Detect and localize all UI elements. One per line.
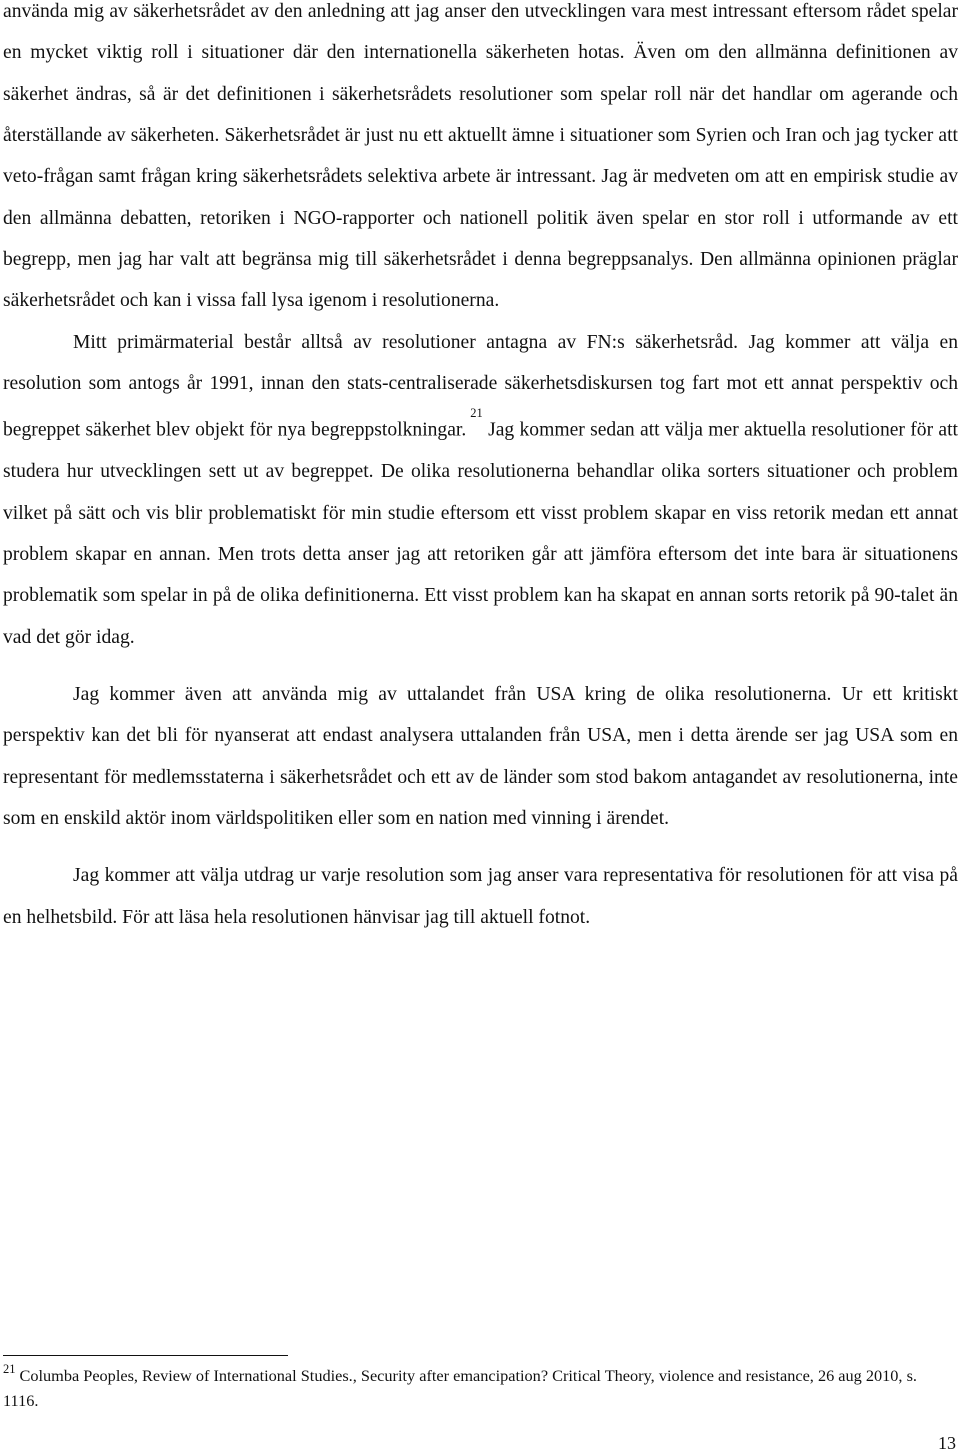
body-text <box>3 0 958 938</box>
footnote-number: 21 <box>3 1362 16 1376</box>
footnote-text: Columba Peoples, Review of International Studies., Security after emancipation? Critical Theory, violence and resistance, 26 aug 2010, s. 1116. <box>3 1366 917 1410</box>
footnote-reference[interactable]: 21 <box>470 406 483 421</box>
footnote <box>3 1364 943 1413</box>
paragraph-1: använda mig av säkerhetsrådet av den anledning att jag anser den utvecklingen vara mest intressant eftersom rådet spelar en mycket viktig roll i situationer där den internationella säkerheten hotas. Även om den allmänna definitionen av säkerhet ändras, så är det definitionen i säkerhetsrådets resolutioner som spelar roll när det handlar om agerande och återställande av säkerheten. Säkerhetsrådet är just nu ett aktuellt ämne i situationer som Syrien och Iran och jag tycker att veto-frågan samt frågan kring säkerhetsrådets selektiva arbete är intressant. Jag är medveten om att en empirisk studie av den allmänna debatten, retoriken i NGO-rapporter och nationell politik även spelar en stor roll i utformande av ett begrepp, men jag har valt att begränsa mig till säkerhetsrådet i denna begreppsanalys. Den allmänna opinionen präglar säkerhetsrådet och kan i vissa fall lysa igenom i resolutionerna. <box>3 1 958 312</box>
page-number: 13 <box>938 1433 956 1453</box>
paragraph-2-text-end: Jag kommer sedan att välja mer aktuella resolutioner för att studera hur utvecklingen sett ut av begreppet. De olika resolutionerna behandlar olika sorters situationer och problem vilket på sätt och vis blir problematiskt för min studie eftersom ett visst problem skapar en viss retorik medan ett annat problem skapar en annan. Men trots detta anser jag att retoriken går att jämföra eftersom det inte bara är situationens problematik som spelar in på de olika definitionerna. Ett visst problem kan ha skapat en annan sorts retorik på 90-talet än vad det gör idag. <box>3 419 958 648</box>
paragraph-4: Jag kommer att välja utdrag ur varje resolution som jag anser vara representativa för resolutionen för att visa på en helhetsbild. För att läsa hela resolutionen hänvisar jag till aktuell fotnot. <box>3 865 958 928</box>
paragraph-2-text-start: Mitt primärmaterial består alltså av resolutioner antagna av FN:s säkerhetsråd. Jag kommer att välja en resolution som antogs år 1991, innan den stats-centraliserade säkerhetsdiskursen tog fart mot ett annat perspektiv och begreppet säkerhet blev objekt för nya begreppstolkningar. <box>3 331 958 441</box>
paragraph-2 <box>3 322 958 658</box>
paragraph-3: Jag kommer även att använda mig av uttalandet från USA kring de olika resolutionerna. Ur ett kritiskt perspektiv kan det bli för nyanserat att endast analysera uttalanden från USA, men i detta ärende ser jag USA som en representant för medlemsstaterna i säkerhetsrådet och ett av de länder som stod bakom antagandet av resolutionerna, inte som en enskild aktör inom världspolitiken eller som en nation med vinning i ärendet. <box>3 684 958 830</box>
footnote-separator <box>3 1355 288 1356</box>
